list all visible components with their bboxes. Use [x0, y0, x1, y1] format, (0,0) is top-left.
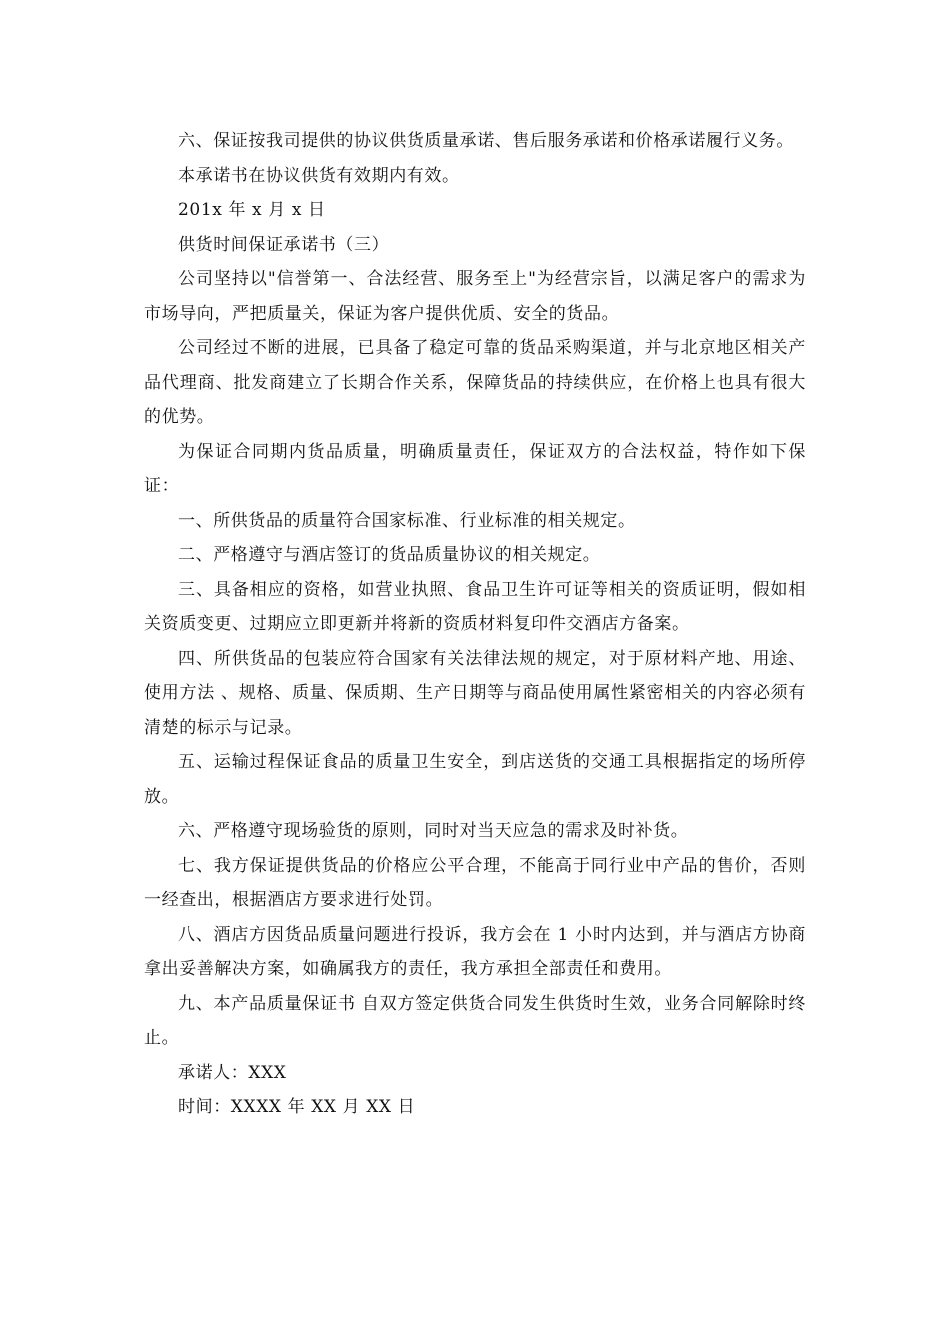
- signature-date-line: 时间：XXXX 年 XX 月 XX 日: [178, 1097, 416, 1117]
- clause-four: 四、所供货品的包装应符合国家有关法律法规的规定，对于原材料产地、用途、使用方法 、规格、质量、保质期、生产日期等与商品使用属性紧密相关的内容必须有清楚的标示与记录。: [144, 648, 806, 738]
- paragraph-development: 公司经过不断的进展，已具备了稳定可靠的货品采购渠道，并与北京地区相关产品代理商、批发商建立了长期合作关系，保障货品的持续供应，在价格上也具有很大的优势。: [144, 338, 806, 427]
- clause-eight: 八、酒店方因货品质量问题进行投诉，我方会在 1 小时内达到，并与酒店方协商拿出妥善解决方案，如确属我方的责任，我方承担全部责任和费用。: [144, 924, 806, 979]
- signatory-line: 承诺人：XXX: [178, 1062, 287, 1083]
- clause-three: 三、具备相应的资格，如营业执照、食品卫生许可证等相关的资质证明，假如相关资质变更、过期应立即更新并将新的资质材料复印件交酒店方备案。: [144, 579, 806, 634]
- clause-five: 五、运输过程保证食品的质量卫生安全，到店送货的交通工具根据指定的场所停放。: [144, 752, 806, 807]
- paragraph-clause-six-prior: 六、保证按我司提供的协议供货质量承诺、售后服务承诺和价格承诺履行义务。: [178, 131, 794, 151]
- paragraph-validity: 本承诺书在协议供货有效期内有效。: [178, 165, 460, 186]
- section-title: 供货时间保证承诺书（三）: [178, 234, 390, 255]
- clause-six: 六、严格遵守现场验货的原则，同时对当天应急的需求及时补货。: [178, 821, 689, 841]
- paragraph-intro: 公司坚持以"信誉第一、合法经营、服务至上"为经营宗旨，以满足客户的需求为市场导向，严把质量关，保证为客户提供优质、安全的货品。: [144, 269, 806, 324]
- document-body: [144, 124, 806, 1125]
- paragraph-purpose: 为保证合同期内货品质量，明确质量责任，保证双方的合法权益，特作如下保证：: [144, 441, 806, 496]
- paragraph-date: 201x 年 x 月 x 日: [178, 200, 326, 220]
- clause-one: 一、所供货品的质量符合国家标准、行业标准的相关规定。: [178, 510, 636, 531]
- clause-seven: 七、我方保证提供货品的价格应公平合理，不能高于同行业中产品的售价，否则一经查出，根据酒店方要求进行处罚。: [144, 855, 806, 910]
- clause-two: 二、严格遵守与酒店签订的货品质量协议的相关规定。: [178, 545, 601, 565]
- clause-nine: 九、本产品质量保证书 自双方签定供货合同发生供货时生效，业务合同解除时终止。: [144, 993, 806, 1048]
